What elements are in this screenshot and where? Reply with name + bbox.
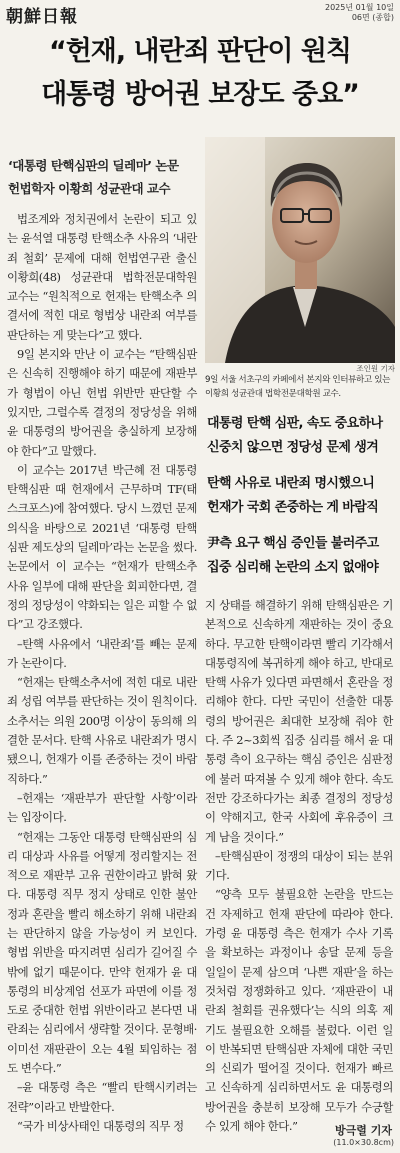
interview-question: –탄핵 사유에서 ‘내란죄’를 빼는 문제가 논란이다. (7, 636, 197, 670)
portrait-illustration (205, 137, 395, 363)
subheadline-line-2: 헌법학자 이황희 성균관대 교수 (8, 181, 171, 196)
headline (10, 30, 390, 116)
paragraph: “양측 모두 불필요한 논란을 만드는 건 자제하고 헌재 판단에 따라야 한다. 가령 윤 대통령 측은 헌재가 수사 기록을 확보하는 과정이나 송달 문제 등을 일일이 문제 삼으며 ‘나쁜 재판’을 하는 것처럼 정쟁화하고 있다. ‘재판관이 내란죄 철회를 권유했다’는 식의 의혹 제기도 불필요한 오해를 불렀다. 이런 일이 반복되면 탄핵심판 자체에 대한 국민의 신뢰가 떨어질 것이다. 헌재가 빠르고 신속하게 심리하면서도 윤 대통령의 방어권을 충분히 보장해 모두가 수긍할 수 있게 해야 한다.” (205, 887, 393, 1134)
paragraph: “헌재는 그동안 대통령 탄핵심판의 심리 대상과 사유를 어떻게 정리할지는 전적으로 재판부 고유 권한이라고 밝혀 왔다. 대통령 직무 정지 상태로 인한 불안정과 혼란을 빨리 해소하기 위해 내란죄는 판단하지 않을 가능성이 커 보인다. 형법 위반을 따지려면 심리가 길어질 수밖에 없기 때문이다. 만약 헌재가 윤 대통령의 비상계엄 선포가 파면에 이를 정도로 중대한 헌법 위반이라고 본다면 내란죄는 심리에서 생략할 것이다. 문형배·이미선 재판관이 오는 4월 퇴임하는 점도 변수다.” (7, 829, 197, 1076)
pull-quotes (207, 412, 397, 592)
paragraph: “국가 비상사태인 대통령의 직무 정 (17, 1118, 184, 1133)
paragraph: 이 교수는 2017년 박근혜 전 대통령 탄핵심판 때 헌재에서 근무하며 TF(태스크포스)에 참여했다. 당시 느꼈던 문제의식을 바탕으로 2021년 ‘대통령 탄핵심판 제도상의 딜레마’라는 논문을 썼다. 논문에서 이 교수는 “헌재가 탄핵소추 사유 일부에 대해 판단을 회피한다면, 결정의 정당성이 약화되는 일은 피할 수 없다”고 강조했다. (7, 462, 197, 632)
interview-question: –탄핵심판이 정쟁의 대상이 되는 분위기다. (205, 848, 393, 883)
headline-line-1: “헌재, 내란죄 판단이 원칙 (48, 36, 352, 67)
pull-quote (207, 532, 397, 580)
headline-line-2: 대통령 방어권 보장도 중요” (41, 79, 359, 110)
byline: 방극렬 기자 (335, 1124, 392, 1137)
paragraph: 지 상태를 해결하기 위해 탄핵심판은 기본적으로 신속하게 재판하는 것이 중요하다. 무고한 탄핵이라면 빨리 기각해서 대통령직에 복귀하게 해야 하고, 반대로 탄핵 사유가 있다면 파면해서 혼란을 정리해야 한다. 다만 국민이 선출한 대통령의 방어권은 최대한 보장해 줘야 한다. 주 2~3회씩 집중 심리를 해서 윤 대통령 측이 요구하는 핵심 증인은 심판정에 불러 따져볼 수 있게 해야 한다. 속도전만 강조하다가는 최종 결정의 정당성이 약해지고, 한국 사회에 후유증이 크게 남을 것이다.” (205, 598, 393, 844)
paragraph: 법조계와 정치권에서 논란이 되고 있는 윤석열 대통령 탄핵소추 사유의 ‘내란죄 철회’ 문제에 대해 헌법연구관 출신 이황희(48) 성균관대 법학전문대학원 교수는 “원칙적으로 헌재는 탄핵소추 의결서에 적힌 대로 형법상 내란죄 여부를 판단하는 게 맞는다”고 했다. (7, 212, 197, 342)
photo-caption: 9일 서울 서초구의 카페에서 본지와 인터뷰하고 있는 이황희 성균관대 법학전문대학원 교수. (205, 375, 390, 399)
pull-quote-line: 신중치 않으면 정당성 문제 생겨 (207, 440, 379, 455)
photo-credit: 조인원 기자 (356, 364, 395, 373)
subheadline (8, 154, 196, 200)
newspaper-logo: 朝鮮日報 (6, 7, 78, 27)
publication-date: 2025년 01월 10일 (325, 3, 394, 12)
pull-quote (207, 412, 397, 460)
clipping-size: (11.0×30.8cm) (333, 1138, 394, 1147)
pull-quote-line: 헌재가 국회 존중하는 게 바람직 (207, 500, 379, 515)
interview-question: –헌재는 ‘재판부가 판단할 사항’이라는 입장이다. (7, 790, 197, 825)
masthead (6, 2, 394, 32)
page-number: 06면 (종합) (351, 13, 394, 22)
dateline (325, 3, 394, 23)
subheadline-line-1: ‘대통령 탄핵심판의 딜레마’ 논문 (8, 158, 179, 173)
pull-quote (207, 472, 397, 520)
article-body-left (7, 210, 197, 1136)
pull-quote-line: 尹측 요구 핵심 증인들 불러주고 (207, 536, 379, 551)
pull-quote-line: 집중 심리해 논란의 소지 없애야 (207, 560, 379, 575)
pull-quote-line: 대통령 탄핵 심판, 속도 중요하나 (207, 416, 383, 431)
paragraph: 9일 본지와 만난 이 교수는 “탄핵심판은 신속히 진행해야 하기 때문에 재판부가 형법이 아닌 헌법 위반만 판단할 수 있지만, 그럴수록 결정의 정당성을 위해 윤 대통령의 방어권을 충실하게 보장해야 한다”고 말했다. (7, 347, 197, 458)
interview-photo (205, 137, 395, 363)
pull-quote-line: 탄핵 사유로 내란죄 명시했으니 (207, 476, 375, 491)
article-body-right (205, 596, 393, 1136)
paragraph: “헌재는 탄핵소추서에 적힌 대로 내란죄 성립 여부를 판단하는 것이 원칙이다. 소추서는 의원 200명 이상이 동의해 의결한 문서다. 탄핵 사유로 내란죄가 명시됐으니, 헌재가 이를 존중하는 것이 바람직하다.” (7, 675, 197, 786)
interview-question: –윤 대통령 측은 “빨리 탄핵시키려는 전략”이라고 반발한다. (7, 1080, 197, 1114)
